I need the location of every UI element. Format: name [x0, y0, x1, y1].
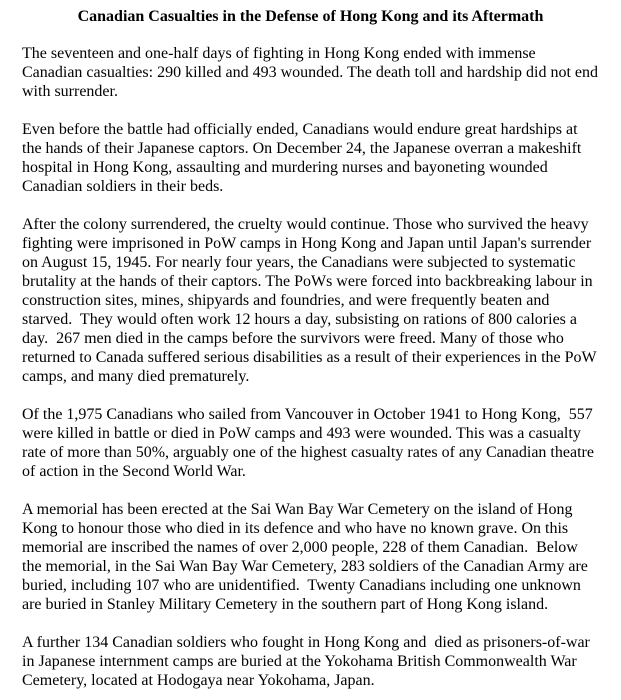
paragraph-casualty-rate: Of the 1,975 Canadians who sailed from Vancouver in October 1941 to Hong Kong, 557 were killed in battle or died in PoW camps and 493 were wounded. This was a casualty rate of more than 50%, arguably one of the highest casualty rates of any Canadian theatre of action in the Second World War. [22, 406, 598, 480]
paragraph-sai-wan-memorial: A memorial has been erected at the Sai Wan Bay War Cemetery on the island of Hong Kong to honour those who died in its defence and who have no known grave. On this memorial are inscribed the names of over 2,000 people, 228 of them Canadian. Below the memorial, in the Sai Wan Bay War Cemetery, 283 soldiers of the Canadian Army are buried, including 107 who are unidentified. Twenty Canadians including one unknown are buried in Stanley Military Cemetery in the southern part of Hong Kong island. [22, 501, 592, 613]
document-title: Canadian Casualties in the Defense of Hong Kong and its Aftermath [77, 8, 544, 25]
paragraph-yokohama-cemetery: A further 134 Canadian soldiers who fought in Hong Kong and died as prisoners-of-war in Japanese internment camps are buried at the Yokohama British Commonwealth War Cemetery, located at Hodogaya near Yokohama, Japan. [22, 634, 594, 689]
paragraph-hospital-atrocity: Even before the battle had officially ended, Canadians would endure great hardships at the hands of their Japanese captors. On December 24, the Japanese overran a makeshift hospital in Hong Kong, assaulting and murdering nurses and bayoneting wounded Canadian soldiers in their beds. [22, 121, 586, 195]
paragraph-pow-camps: After the colony surrendered, the cruelty would continue. Those who survived the heavy fighting were imprisoned in PoW camps in Hong Kong and Japan until Japan's surrender on August 15, 1945. For nearly four years, the Canadians were subjected to systematic brutality at the hands of their captors. The PoWs were forced into backbreaking labour in construction sites, mines, shipyards and foundries, and were frequently beaten and starved. They would often work 12 hours a day, subsisting on rations of 800 calories a day. 267 men died in the camps before the survivors were freed. Many of those who returned to Canada suffered serious disabilities as a result of their experiences in the PoW camps, and many died prematurely. [22, 216, 601, 385]
paragraph-casualties-summary: The seventeen and one-half days of fighting in Hong Kong ended with immense Canadian casualties: 290 killed and 493 wounded. The death toll and hardship did not end with surrender. [22, 45, 603, 100]
